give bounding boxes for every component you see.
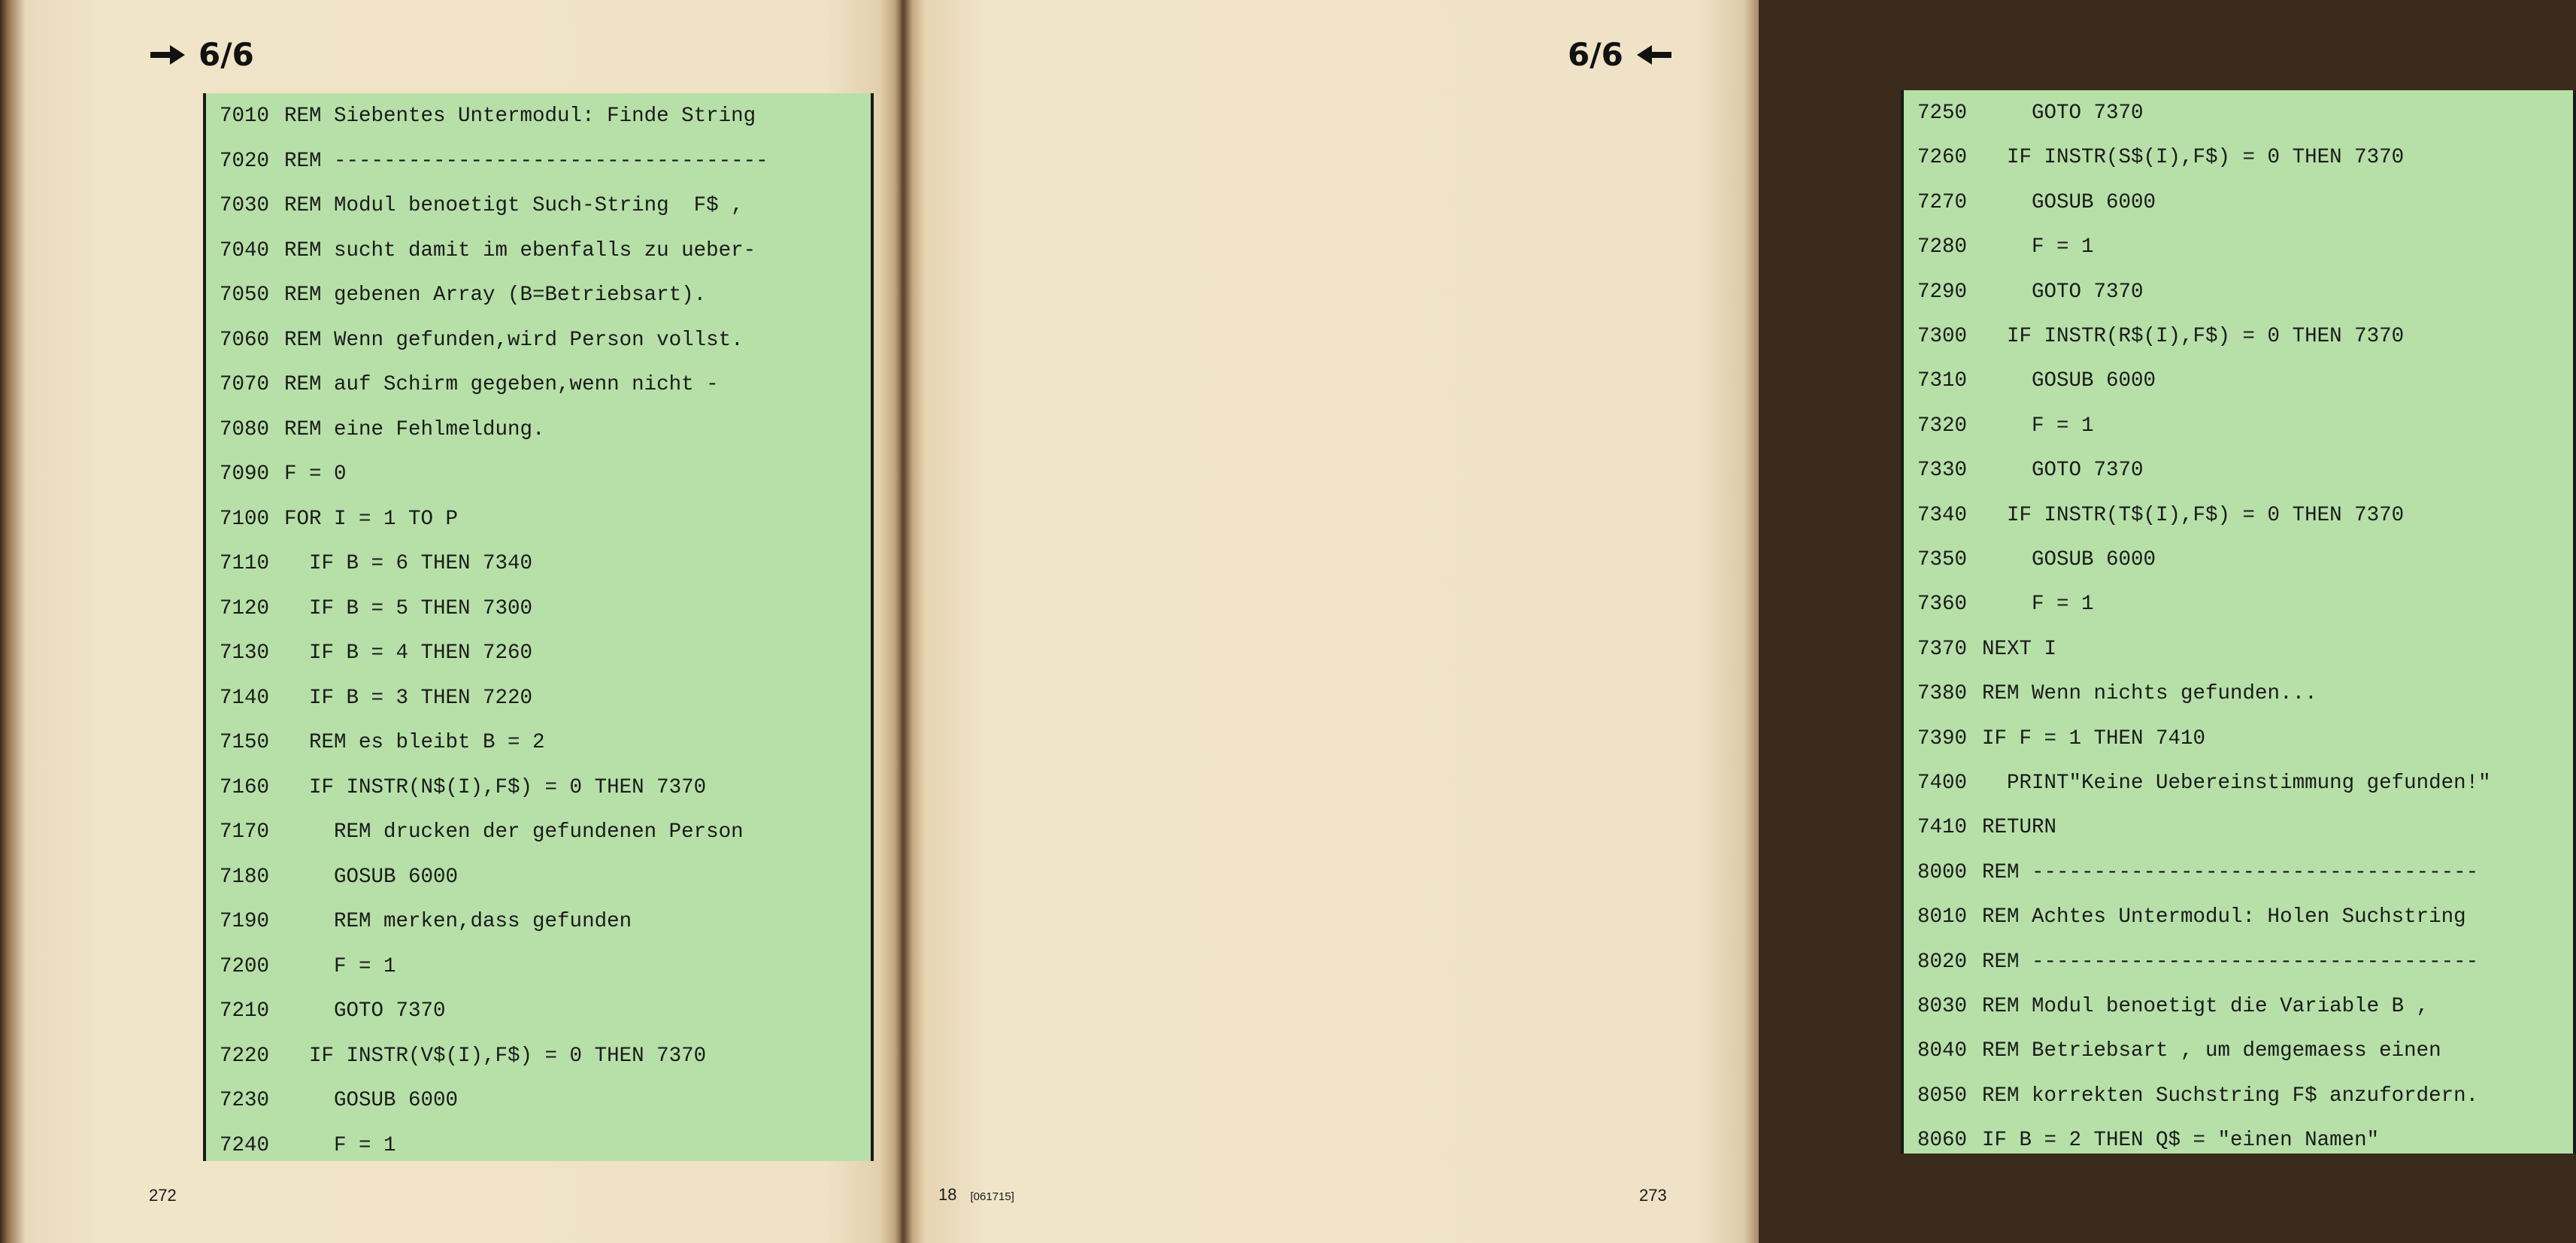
code-text: REM sucht damit im ebenfalls zu ueber- [284, 238, 756, 262]
code-text: REM Siebentes Untermodul: Finde String [284, 105, 756, 128]
line-number: 7270 [1917, 190, 1968, 214]
code-text: IF B = 5 THEN 7300 [284, 596, 533, 620]
code-text: IF INSTR(N$(I),F$) = 0 THEN 7370 [284, 775, 707, 799]
code-text: IF B = 2 THEN Q$ = "einen Namen" [1982, 1129, 2380, 1153]
line-number: 7300 [1917, 325, 1968, 348]
line-number: 7250 [1917, 102, 1968, 125]
code-text: GOSUB 6000 [1982, 190, 2156, 214]
code-line [1917, 950, 2478, 975]
code-line [220, 417, 545, 443]
code-line [1917, 503, 2404, 529]
code-text: REM korrekten Suchstring F$ anzufordern. [1982, 1084, 2479, 1108]
right-code-listing [1901, 90, 2576, 1154]
code-text: IF INSTR(R$(I),F$) = 0 THEN 7370 [1982, 325, 2405, 348]
code-text: REM es bleibt B = 2 [284, 731, 545, 754]
code-line [220, 104, 756, 129]
line-number: 7230 [220, 1089, 270, 1112]
line-number: 7030 [220, 194, 270, 217]
code-line [1917, 726, 2205, 752]
code-text: GOTO 7370 [1982, 102, 2144, 125]
code-line [220, 283, 706, 308]
line-number: 7170 [220, 820, 270, 844]
line-number: 7260 [1917, 146, 1968, 170]
code-line [1917, 771, 2491, 796]
code-text: F = 1 [1982, 414, 2094, 438]
code-line [220, 775, 706, 801]
code-line [1917, 592, 2094, 617]
line-number: 7100 [220, 507, 270, 531]
line-number: 7200 [220, 954, 270, 978]
code-line [220, 1044, 706, 1069]
line-number: 7390 [1917, 726, 1968, 750]
code-text: F = 1 [284, 954, 396, 978]
code-text: GOTO 7370 [1982, 280, 2144, 304]
line-number: 7370 [1917, 637, 1968, 661]
code-text: RETURN [1982, 816, 2057, 840]
line-number: 7400 [1917, 772, 1968, 795]
line-number: 7310 [1917, 369, 1968, 393]
print-code [938, 1185, 1014, 1205]
line-number: 7080 [220, 417, 270, 441]
left-page [0, 0, 902, 1243]
right-section-label: 6/6 [1568, 36, 1623, 73]
code-text: GOTO 7370 [1982, 459, 2144, 483]
code-line [1917, 994, 2429, 1020]
line-number: 7120 [220, 596, 270, 620]
code-text: REM ------------------------------------ [1982, 950, 2479, 974]
line-number: 8000 [1917, 860, 1968, 884]
code-text: F = 1 [1982, 235, 2094, 259]
line-number: 8050 [1917, 1084, 1968, 1108]
print-code-small: [061715] [970, 1190, 1014, 1203]
line-number: 7060 [220, 328, 270, 352]
code-text: IF INSTR(T$(I),F$) = 0 THEN 7370 [1982, 503, 2405, 527]
code-text: REM Wenn gefunden,wird Person vollst. [284, 328, 744, 352]
code-text: REM merken,dass gefunden [284, 910, 632, 933]
code-line [220, 820, 744, 845]
code-line [220, 328, 744, 353]
code-line [220, 909, 632, 935]
code-text: REM drucken der gefundenen Person [284, 820, 744, 844]
line-number: 7130 [220, 641, 270, 665]
code-line [1917, 1038, 2441, 1064]
code-text: FOR I = 1 TO P [284, 507, 459, 531]
code-text: REM Wenn nichts gefunden... [1982, 682, 2317, 706]
line-number: 7190 [220, 910, 270, 933]
line-number: 7010 [220, 105, 270, 128]
line-number: 7240 [220, 1133, 270, 1157]
code-line [1917, 637, 2056, 662]
arrow-right-icon [150, 45, 185, 65]
line-number: 7150 [220, 731, 270, 754]
code-line [220, 1088, 458, 1114]
code-line [1917, 860, 2478, 886]
code-text: REM gebenen Array (B=Betriebsart). [284, 283, 707, 307]
line-number: 7160 [220, 775, 270, 799]
line-number: 7110 [220, 552, 270, 575]
code-text: IF B = 4 THEN 7260 [284, 641, 533, 665]
code-line [220, 462, 347, 487]
line-number: 7210 [220, 999, 270, 1023]
code-line [1917, 681, 2317, 707]
line-number: 8030 [1917, 995, 1968, 1018]
code-text: REM ----------------------------------- [284, 149, 768, 173]
line-number: 8010 [1917, 905, 1968, 929]
code-text: IF INSTR(V$(I),F$) = 0 THEN 7370 [284, 1044, 707, 1068]
line-number: 8020 [1917, 950, 1968, 974]
arrow-left-icon [1637, 45, 1671, 65]
line-number: 7180 [220, 865, 270, 889]
code-text: REM auf Schirm gegeben,wenn nicht - [284, 373, 719, 396]
code-line [1917, 324, 2404, 350]
code-line [220, 954, 396, 980]
left-code-listing [203, 93, 874, 1161]
left-section-label: 6/6 [199, 36, 254, 73]
code-text: REM Modul benoetigt Such-String F$ , [284, 194, 744, 217]
line-number: 7040 [220, 238, 270, 262]
code-line [220, 551, 532, 577]
code-text: REM ------------------------------------ [1982, 860, 2479, 884]
code-line [1917, 280, 2144, 305]
code-line [220, 238, 756, 264]
code-text: GOSUB 6000 [1982, 548, 2156, 571]
left-header [150, 36, 254, 73]
code-text: F = 1 [284, 1133, 396, 1157]
code-text: F = 0 [284, 462, 347, 486]
code-line [220, 193, 744, 219]
line-number: 7220 [220, 1044, 270, 1068]
code-line [220, 1133, 396, 1159]
code-line [1917, 458, 2144, 484]
code-text: GOSUB 6000 [1982, 369, 2156, 393]
right-page-number: 273 [1639, 1186, 1667, 1205]
line-number: 7320 [1917, 414, 1968, 438]
code-text: F = 1 [1982, 593, 2094, 617]
code-text: IF F = 1 THEN 7410 [1982, 726, 2206, 750]
line-number: 7070 [220, 373, 270, 396]
code-line [1917, 101, 2144, 126]
code-line [1917, 1084, 2478, 1109]
code-line [1917, 547, 2156, 573]
line-number: 7090 [220, 462, 270, 486]
code-line [1917, 414, 2094, 439]
code-text: REM Betriebsart , um demgemaess einen [1982, 1039, 2441, 1063]
line-number: 7280 [1917, 235, 1968, 259]
code-line [1917, 815, 2056, 841]
code-line [1917, 235, 2094, 260]
code-text: GOSUB 6000 [284, 1089, 459, 1112]
line-number: 7290 [1917, 280, 1968, 304]
left-page-number: 272 [149, 1186, 177, 1205]
code-text: IF B = 3 THEN 7220 [284, 686, 533, 710]
code-line [1917, 368, 2156, 394]
right-header [1568, 36, 1671, 73]
code-line [220, 372, 719, 398]
code-line [1917, 190, 2156, 216]
code-text: PRINT"Keine Uebereinstimmung gefunden!" [1982, 772, 2491, 795]
code-text: REM Achtes Untermodul: Holen Suchstring [1982, 905, 2466, 929]
code-text: NEXT I [1982, 637, 2057, 661]
code-line [220, 641, 532, 666]
code-text: IF INSTR(S$(I),F$) = 0 THEN 7370 [1982, 146, 2405, 170]
line-number: 7330 [1917, 459, 1968, 483]
code-line [1917, 905, 2466, 930]
code-line [1917, 1128, 2379, 1154]
line-number: 7050 [220, 283, 270, 307]
line-number: 7350 [1917, 548, 1968, 571]
code-text: GOTO 7370 [284, 999, 446, 1023]
code-text: GOSUB 6000 [284, 865, 459, 889]
book-gutter [895, 0, 913, 1243]
code-line [220, 865, 458, 890]
line-number: 7140 [220, 686, 270, 710]
line-number: 7410 [1917, 816, 1968, 840]
right-page [902, 0, 2491, 1243]
line-number: 7340 [1917, 503, 1968, 527]
print-code-number: 18 [938, 1185, 957, 1204]
code-line [220, 730, 545, 756]
line-number: 7020 [220, 149, 270, 173]
code-line [1917, 145, 2404, 171]
line-number: 8060 [1917, 1129, 1968, 1153]
line-number: 8040 [1917, 1039, 1968, 1063]
code-line [220, 999, 446, 1024]
code-text: REM eine Fehlmeldung. [284, 417, 545, 441]
code-line [220, 596, 532, 622]
code-line [220, 686, 532, 711]
line-number: 7360 [1917, 593, 1968, 617]
code-text: REM Modul benoetigt die Variable B , [1982, 995, 2429, 1018]
code-line [220, 507, 458, 532]
code-line [220, 149, 768, 174]
code-text: IF B = 6 THEN 7340 [284, 552, 533, 575]
line-number: 7380 [1917, 682, 1968, 706]
